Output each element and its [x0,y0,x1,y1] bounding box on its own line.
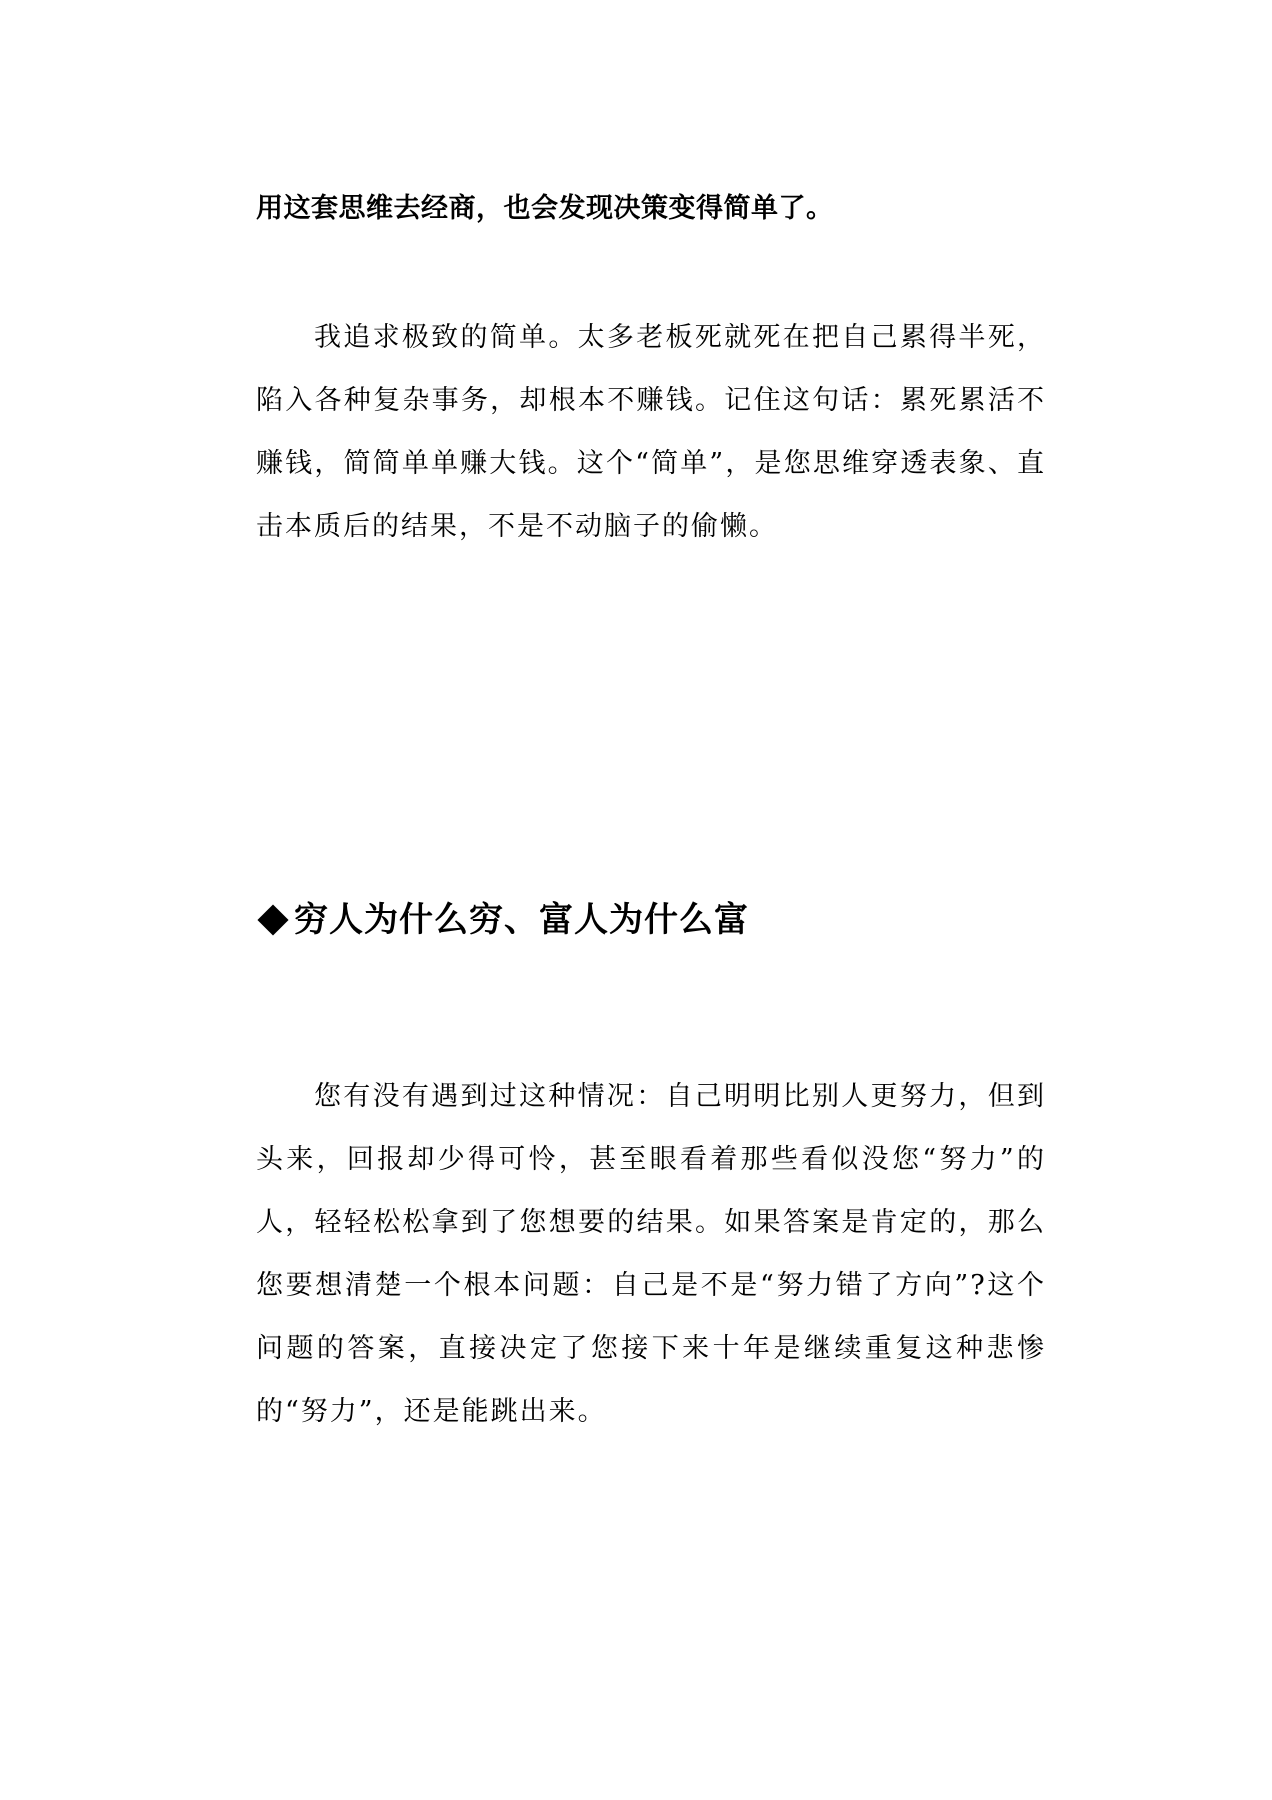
paragraph-simplicity: 我追求极致的简单。太多老板死就死在把自己累得半死，陷入各种复杂事务，却根本不赚钱。记住这句话：累死累活不赚钱，简简单单赚大钱。这个“简单”，是您思维穿透表象、直击本质后的结果，不是不动脑子的偷懒。 [256,322,1046,542]
intro-bold-line: 用这套思维去经商，也会发现决策变得简单了。 [256,193,834,224]
section-heading-text: 穷人为什么穷、富人为什么富 [294,900,749,940]
paragraph-effort: 您有没有遇到过这种情况：自己明明比别人更努力，但到头来，回报却少得可怜，甚至眼看着那些看似没您“努力”的人，轻轻松松拿到了您想要的结果。如果答案是肯定的，那么您要想清楚一个根本问题：自己是不是“努力错了方向”?这个问题的答案，直接决定了您接下来十年是继续重复这种悲惨的“努力”，还是能跳出来。 [256,1081,1046,1427]
section-heading [256,895,1046,945]
diamond-bullet-icon [257,904,288,935]
